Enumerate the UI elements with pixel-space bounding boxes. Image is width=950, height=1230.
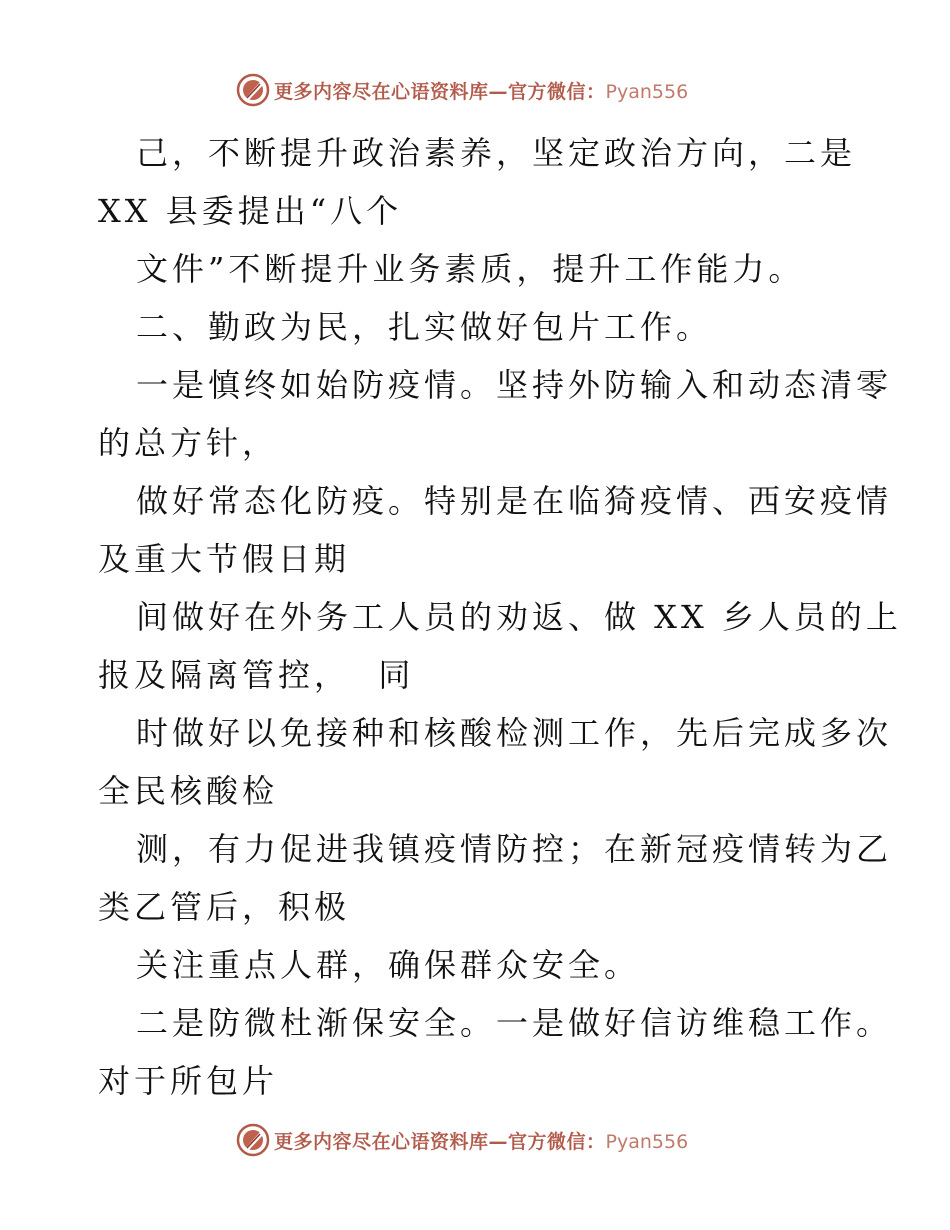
paragraph-line: 类乙管后，积极 [98, 888, 351, 926]
paragraph-line: XX 县委提出“八个 [98, 192, 403, 230]
banner-text: 更多内容尽在心语资料库—官方微信：Pyan556 [274, 1130, 689, 1153]
quill-pen-seal-icon [236, 73, 270, 107]
document-body [98, 124, 902, 1110]
paragraph-line: 做好常态化防疫。特别是在临猗疫情、西安疫情 [136, 482, 893, 520]
section-heading: 二、勤政为民，扎实做好包片工作。 [136, 308, 713, 346]
paragraph-line: 二是防微杜渐保安全。一是做好信访维稳工作。 [136, 1004, 893, 1042]
paragraph-line: 己，不断提升政治素养，坚定政治方向，二是 [136, 134, 857, 172]
paragraph-line: 对于所包片 [98, 1062, 279, 1100]
paragraph-line: 及重大节假日期 [98, 540, 351, 578]
paragraph-line: 关注重点人群，确保群众安全。 [136, 946, 641, 984]
paragraph-line: 报及隔离管控， 同 [98, 656, 415, 694]
wechat-id: Pyan556 [605, 80, 689, 103]
header-banner [236, 72, 688, 108]
paragraph-line: 全民核酸检 [98, 772, 279, 810]
banner-text: 更多内容尽在心语资料库—官方微信：Pyan556 [274, 80, 689, 103]
paragraph-line: 测，有力促进我镇疫情防控；在新冠疫情转为乙 [136, 830, 893, 868]
paragraph-line: 一是慎终如始防疫情。坚持外防输入和动态清零 [136, 366, 893, 404]
quill-pen-seal-icon [236, 1123, 270, 1157]
paragraph-line: 文件”不断提升业务素质，提升工作能力。 [136, 250, 805, 288]
footer-banner [236, 1122, 688, 1158]
paragraph-line: 间做好在外务工人员的劝返、做 XX 乡人员的上 [136, 598, 902, 636]
paragraph-line: 的总方针， [98, 424, 279, 462]
wechat-id: Pyan556 [605, 1130, 689, 1153]
paragraph-line: 时做好以免接种和核酸检测工作，先后完成多次 [136, 714, 893, 752]
